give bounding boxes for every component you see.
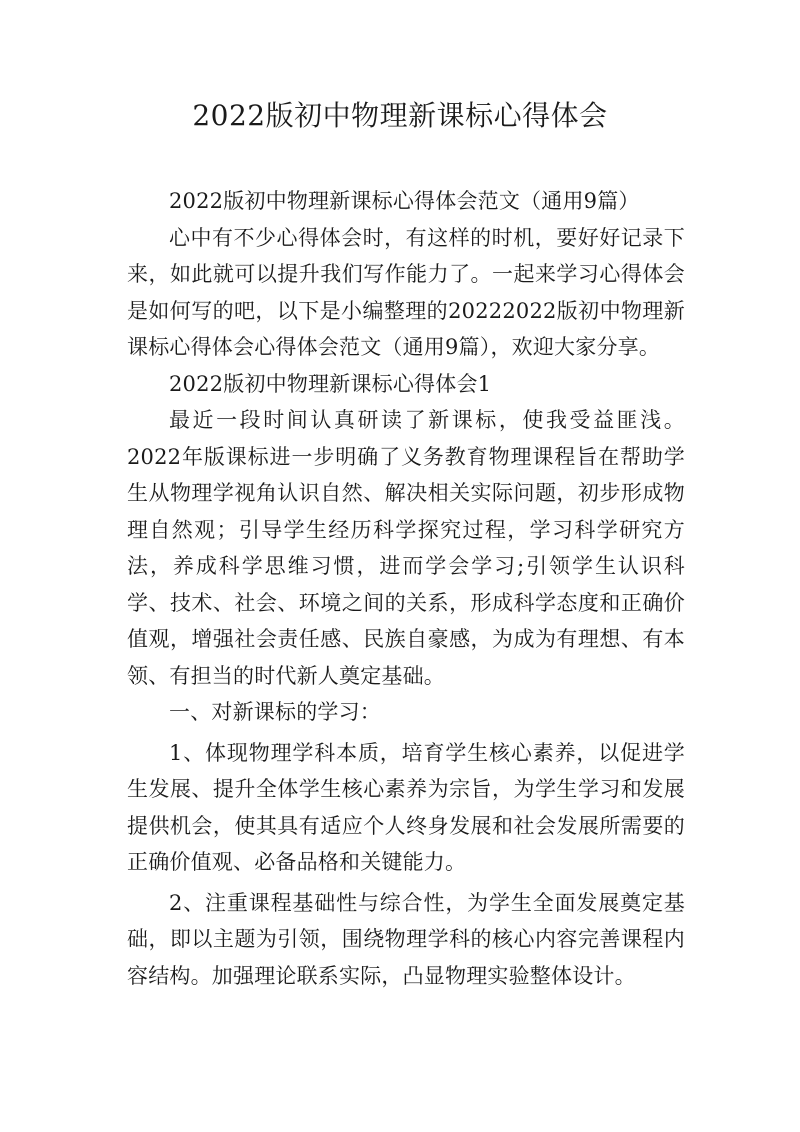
document-title: 2022版初中物理新课标心得体会 (192, 99, 608, 132)
body-paragraph: 最近一段时间认真研读了新课标，使我受益匪浅。2022年版课标进一步明确了义务教育物理课程旨在帮助学生从物理学视角认识自然、解决相关实际问题，初步形成物理自然观；引导学生经历科学探究过程，学习科学研究方法，养成科学思维习惯，进而学会学习;引领学生认识科学、技术、社会、环境之间的关系，形成科学态度和正确价值观，增强社会责任感、民族自豪感，为成为有理想、有本领、有担当的时代新人奠定基础。 (127, 408, 685, 688)
section-heading-1: 2022版初中物理新课标心得体会1 (169, 371, 492, 396)
list-item-1: 1、体现物理学科本质，培育学生核心素养，以促进学生发展、提升全体学生核心素养为宗旨，为学生学习和发展提供机会，使其具有适应个人终身发展和社会发展所需要的正确价值观、必备品格和关键能力。 (127, 740, 685, 874)
intro-paragraph: 心中有不少心得体会时，有这样的时机，要好好记录下来，如此就可以提升我们写作能力了。一起来学习心得体会是如何写的吧，以下是小编整理的20222022版初中物理新课标心得体会心得体会范文（通用9篇），欢迎大家分享。 (127, 225, 685, 359)
document-body (127, 183, 685, 994)
subsection-heading: 一、对新课标的学习： (169, 700, 381, 724)
subtitle-paragraph: 2022版初中物理新课标心得体会范文（通用9篇） (169, 189, 640, 213)
list-item-2: 2、注重课程基础性与综合性，为学生全面发展奠定基础，即以主题为引领，围绕物理学科的核心内容完善课程内容结构。加强理论联系实际，凸显物理实验整体设计。 (127, 890, 685, 988)
